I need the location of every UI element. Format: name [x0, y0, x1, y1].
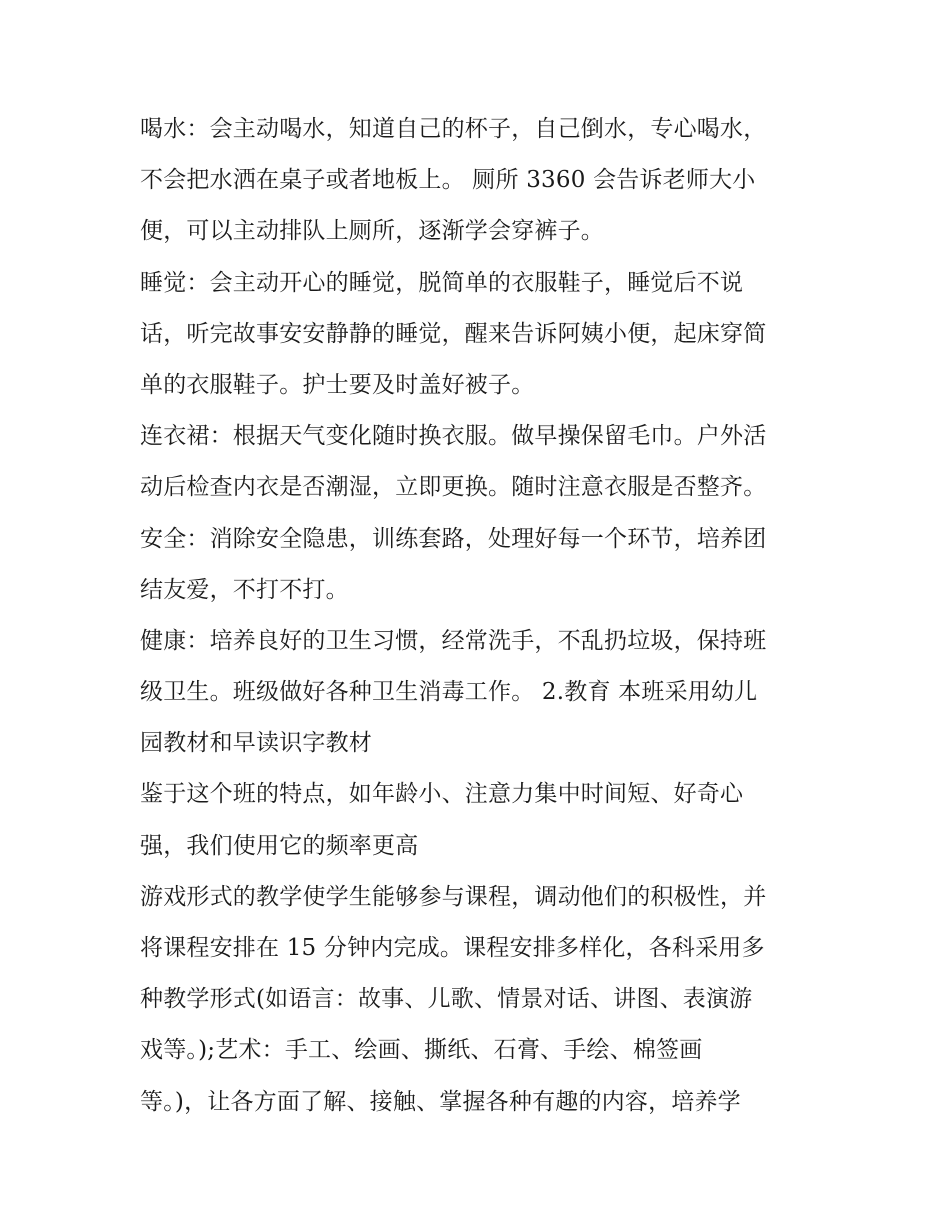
text-line: 将课程安排在 15 分钟内完成。课程安排多样化，各科采用多 [140, 935, 765, 961]
body-text [140, 104, 830, 1128]
text-line: 健康：培养良好的卫生习惯，经常洗手，不乱扔垃圾，保持班 [140, 627, 767, 654]
text-line: 强，我们使用它的频率更高 [140, 832, 419, 859]
text-line: 游戏形式的教学使学生能够参与课程，调动他们的积极性，并 [140, 883, 767, 910]
text-line: 种教学形式(如语言：故事、儿歌、情景对话、讲图、表演游 [140, 986, 753, 1013]
text-line: 便，可以主动排队上厕所，逐渐学会穿裤子。 [140, 218, 604, 245]
text-line: 动后检查内衣是否潮湿，立即更换。随时注意衣服是否整齐。 [140, 474, 767, 501]
text-line: 等。)，让各方面了解、接触、掌握各种有趣的内容，培养学 [140, 1088, 741, 1115]
text-line: 连衣裙：根据天气变化随时换衣服。做早操保留毛巾。户外活 [140, 423, 767, 450]
text-line: 睡觉：会主动开心的睡觉，脱简单的衣服鞋子，睡觉后不说 [140, 269, 744, 296]
text-line: 园教材和早读识字教材 [140, 730, 372, 757]
text-line: 结友爱，不打不打。 [140, 576, 349, 603]
text-line: 安全：消除安全隐患，训练套路，处理好每一个环节，培养团 [140, 525, 767, 552]
text-line: 级卫生。班级做好各种卫生消毒工作。 2.教育 本班采用幼儿 [140, 679, 758, 706]
text-line: 不会把水洒在桌子或者地板上。 厕所 3360 会告诉老师大小 [140, 167, 756, 194]
text-line: 鉴于这个班的特点，如年龄小、注意力集中时间短、好奇心 [140, 781, 744, 808]
text-line: 话，听完故事安安静静的睡觉，醒来告诉阿姨小便，起床穿简 [140, 320, 767, 347]
text-line: 喝水：会主动喝水，知道自己的杯子，自己倒水，专心喝水， [140, 116, 767, 142]
text-line: 戏等。);艺术：手工、绘画、撕纸、石膏、手绘、棉签画 [140, 1037, 703, 1064]
text-line: 单的衣服鞋子。护士要及时盖好被子。 [140, 371, 535, 398]
